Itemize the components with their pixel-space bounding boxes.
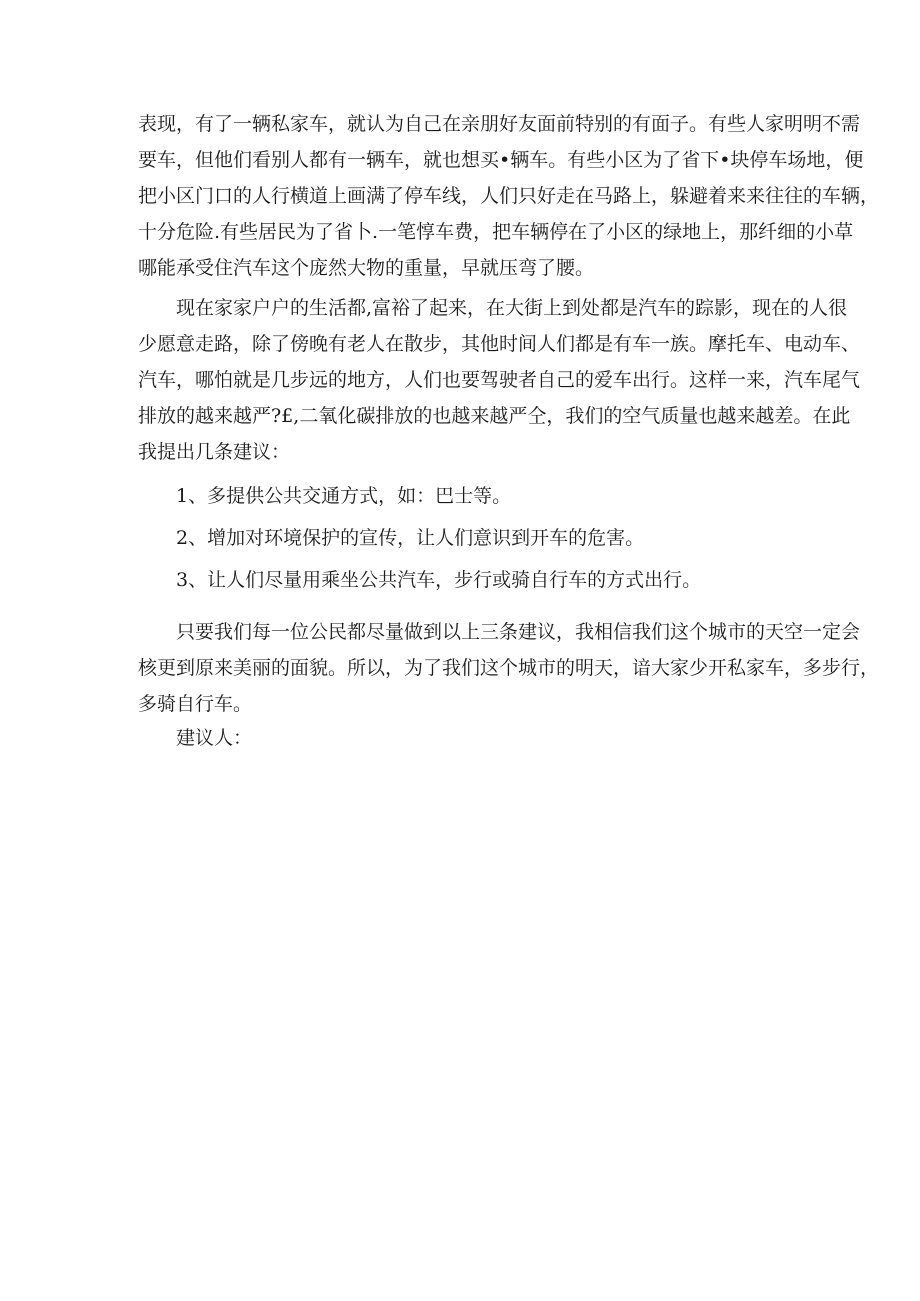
- paragraph-2-line: 排放的越来越严?£,二氧化碳排放的也越来越严仝，我们的空气质量也越来越差。在此: [138, 405, 851, 427]
- paragraph-1-line: 哪能承受住汽车这个庞然大物的重量，早就压弯了腰。: [138, 257, 595, 279]
- paragraph-2: [138, 290, 861, 470]
- paragraph-3-line: 核更到原来美丽的面貌。所以，为了我们这个城市的明天，谙大家少开私家车，多步行，: [138, 657, 880, 679]
- paragraph-1-line: 把小区门口的人行横道上画满了停车线，人们只好走在马路上，躲避着来来往往的车辆，: [138, 185, 880, 207]
- suggestion-item-1: 1、多提供公共交通方式，如：巴士等。: [176, 485, 512, 507]
- paragraph-1-line: 要车，但他们看别人都有一辆车，就也想买•辆车。有些小区为了省下•块停车场地，便: [138, 149, 864, 171]
- signature-label: 建议人：: [176, 727, 253, 749]
- paragraph-1-line: 表现，有了一辆私家车，就认为自己在亲朋好友面前特别的有面子。有些人家明明不需: [138, 113, 861, 135]
- paragraph-2-line: 现在家家户户的生活都,富裕了起来，在大街上到处都是汽车的踪影，现在的人很: [176, 297, 848, 319]
- suggestion-item-2: 2、增加对环境保护的宣传，让人们意识到开车的危害。: [176, 527, 645, 549]
- paragraph-3-line: 多骑自行车。: [138, 693, 253, 715]
- paragraph-2-line: 少愿意走路，除了傍晚有老人在散步，其他时间人们都是有车一族。摩托车、电动车、: [138, 333, 861, 355]
- paragraph-1: [138, 106, 880, 286]
- paragraph-1-line: 十分危险.有些居民为了省卜.一笔惇车费，把车辆停在了小区的绿地上，那纤细的小草: [138, 221, 854, 243]
- paragraph-2-line: 我提出几条建议：: [138, 441, 291, 463]
- paragraph-3-line: 只要我们每一位公民都尽量做到以上三条建议，我相信我们这个城市的天空一定会: [176, 621, 861, 643]
- paragraph-3: [138, 614, 880, 722]
- suggestion-item-3: 3、让人们尽量用乘坐公共汽车，步行或骑自行车的方式出行。: [176, 569, 702, 591]
- paragraph-2-line: 汽车，哪怕就是几步远的地方，人们也要驾驶者自己的爱车出行。这样一来，汽车尾气: [138, 369, 861, 391]
